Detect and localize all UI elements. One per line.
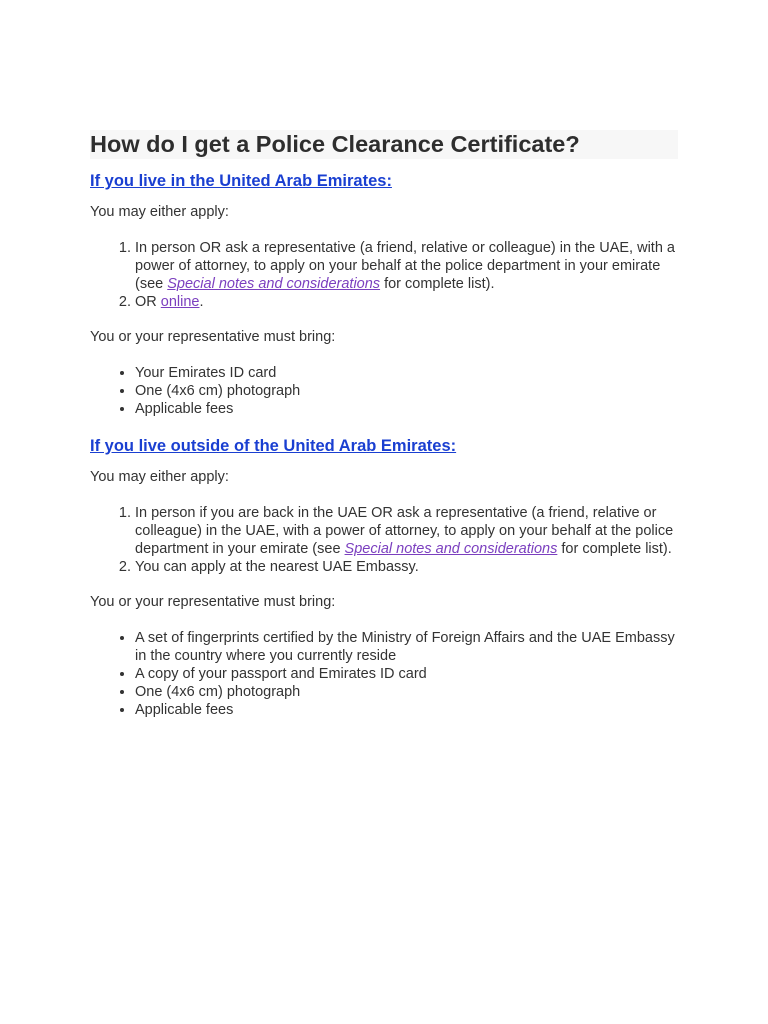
bring-label: You or your representative must bring:	[90, 329, 336, 345]
list-item: • One (4x6 cm) photograph	[135, 382, 680, 400]
list-item: • Applicable fees	[135, 701, 680, 719]
section-heading-inside-uae[interactable]: If you live in the United Arab Emirates:	[90, 172, 392, 190]
bring-label: You or your representative must bring:	[90, 594, 336, 610]
step-text: OR	[135, 294, 161, 310]
list-item	[135, 293, 680, 311]
list-item: • Applicable fees	[135, 400, 680, 418]
special-notes-link[interactable]: Special notes and considerations	[344, 541, 558, 557]
online-link[interactable]: online	[160, 294, 200, 310]
apply-intro: You may either apply:	[90, 204, 229, 220]
step-text: for complete list).	[557, 541, 672, 557]
step-text: In person OR ask a representative (a friend, relative or colleague) in the UAE, with a power of attorney, to apply on your behalf at the police department in your emirate (see	[135, 240, 675, 292]
apply-steps-list	[90, 504, 680, 576]
list-item: • A copy of your passport and Emirates ID card	[135, 665, 680, 683]
page-title: How do I get a Police Clearance Certificate?	[90, 131, 580, 157]
document-page	[90, 130, 680, 719]
step-text: In person if you are back in the UAE OR ask a representative (a friend, relative or colleague) in the UAE, with a power of attorney, to apply on your behalf at the police department in your emirate (see	[135, 505, 674, 557]
special-notes-link[interactable]: Special notes and considerations	[167, 276, 381, 292]
list-item: • One (4x6 cm) photograph	[135, 683, 680, 701]
list-item	[135, 239, 680, 293]
list-item	[135, 504, 680, 558]
list-item: • A set of fingerprints certified by the Ministry of Foreign Affairs and the UAE Embassy in the country where you currently reside	[135, 629, 680, 665]
bring-items-list	[90, 629, 680, 719]
title-bar	[90, 130, 678, 159]
step-text: for complete list).	[380, 276, 495, 292]
list-item: 2. You can apply at the nearest UAE Embassy.	[135, 558, 680, 576]
section-heading-outside-uae[interactable]: If you live outside of the United Arab Emirates:	[90, 437, 457, 455]
apply-steps-list	[90, 239, 680, 311]
bring-items-list	[90, 364, 680, 418]
list-item: • Your Emirates ID card	[135, 364, 680, 382]
step-text: .	[199, 294, 204, 310]
apply-intro: You may either apply:	[90, 469, 229, 485]
